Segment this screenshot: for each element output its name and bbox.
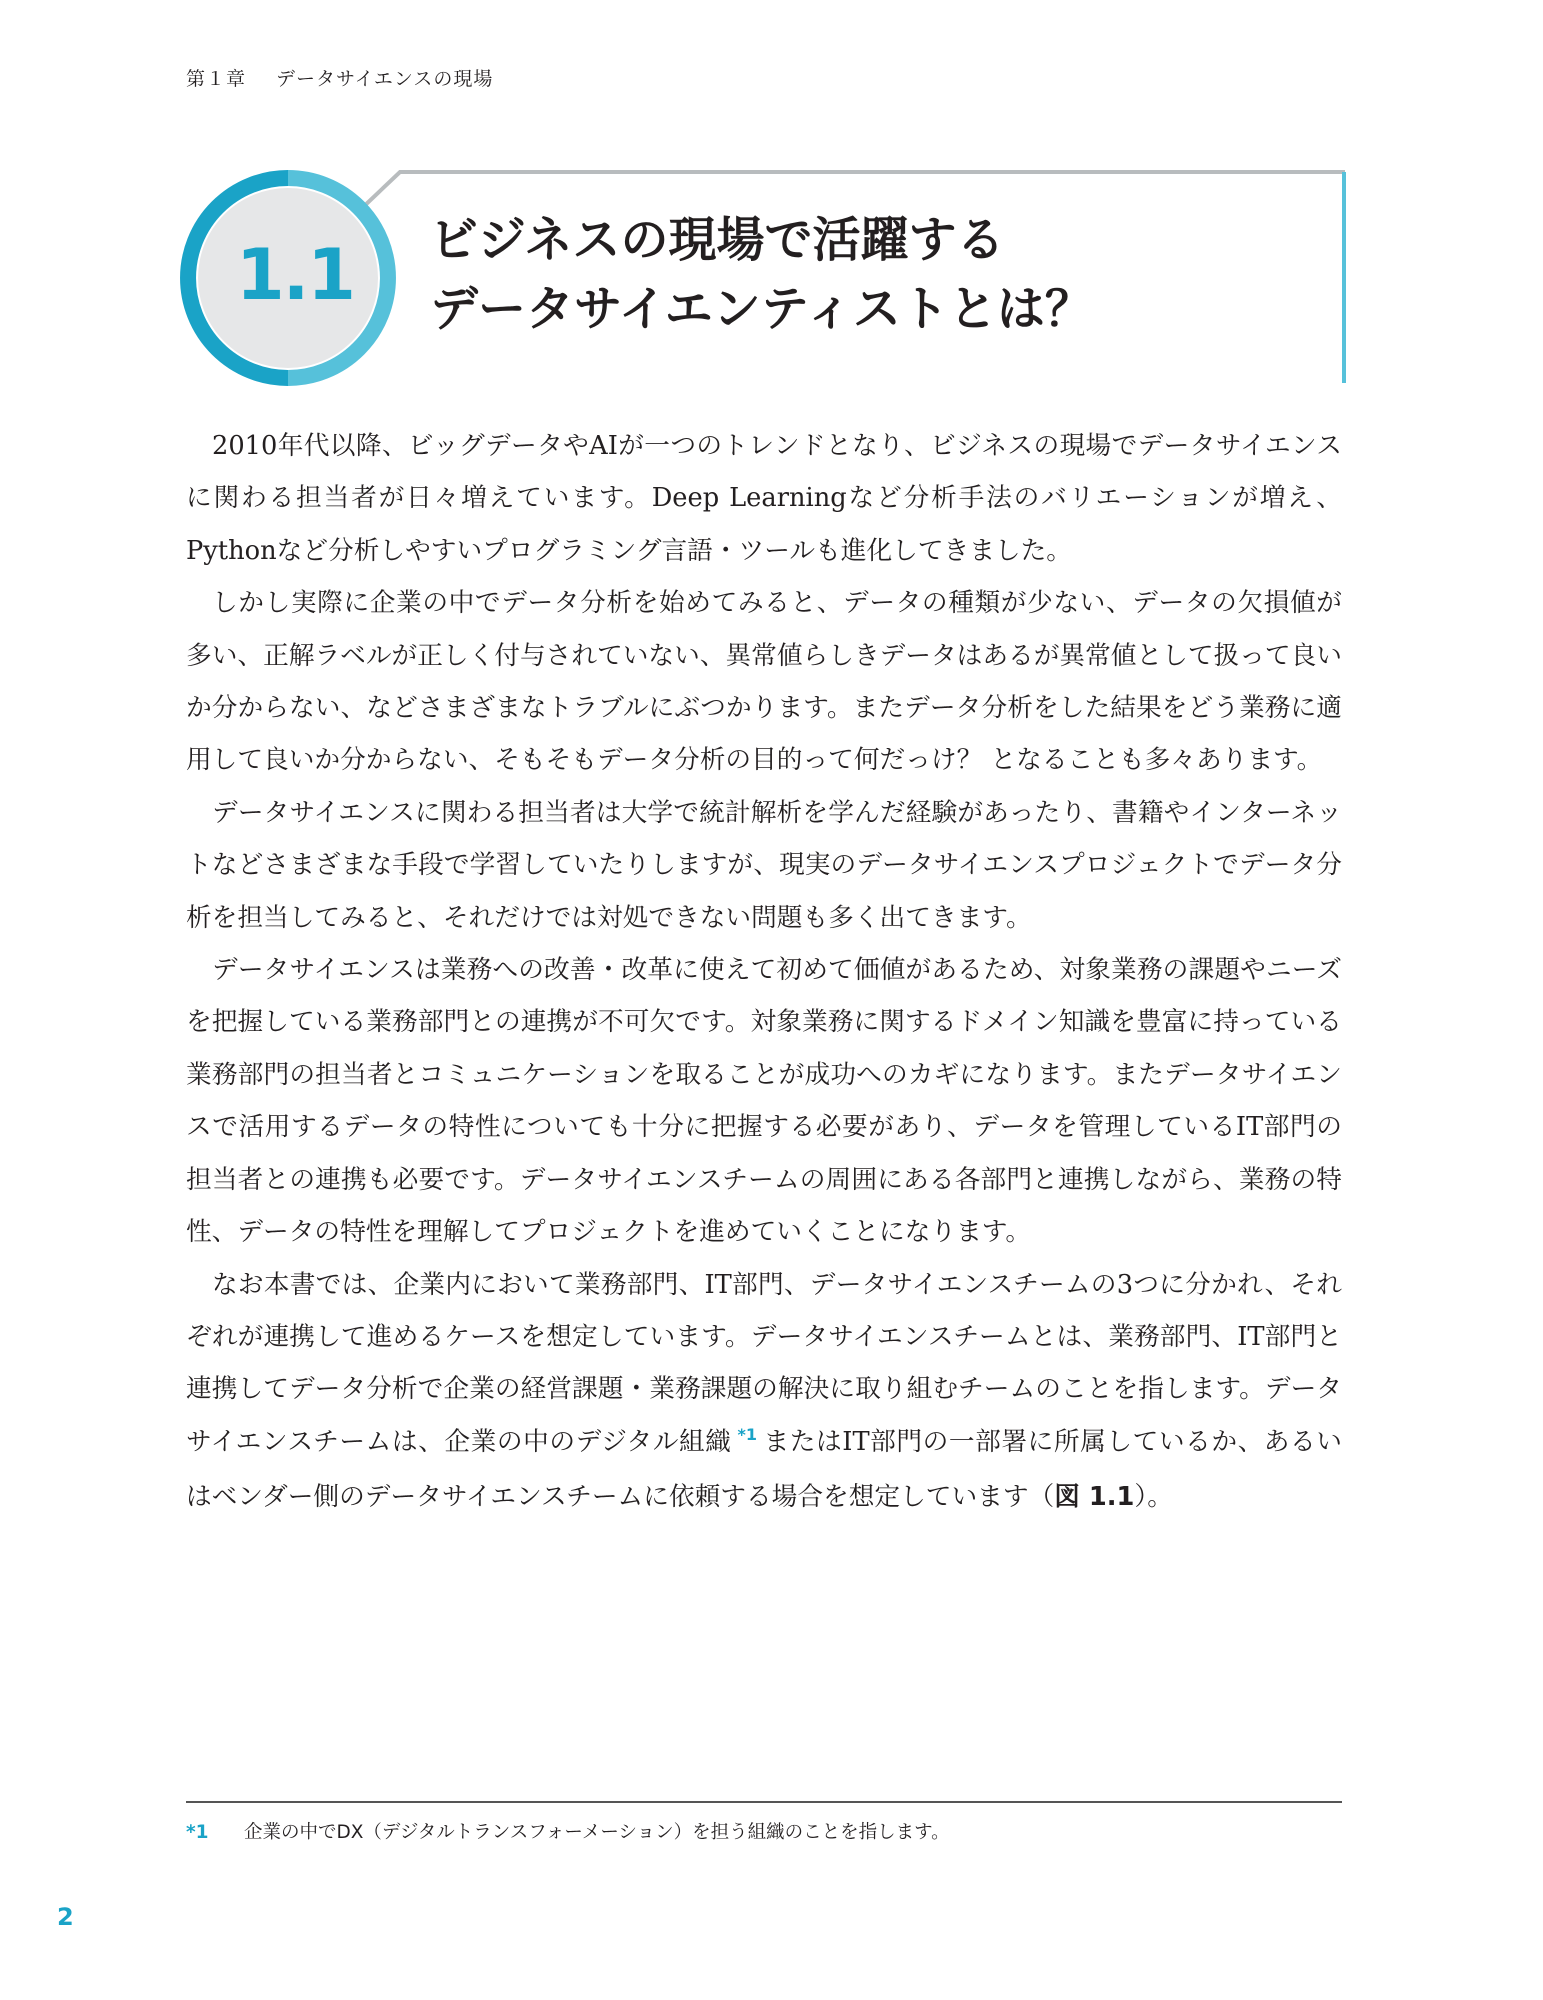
heading-frame-line [360,172,1345,210]
section-title-line-1: ビジネスの現場で活躍する [430,212,1005,268]
chapter-title: データサイエンスの現場 [276,68,494,90]
footnote-divider [186,1801,1342,1803]
footnote [186,1818,1342,1844]
paragraph-5-text-c: ）。 [1134,1482,1173,1513]
running-head [186,64,493,91]
footnote-marker: *1 [186,1822,209,1843]
paragraph-4: データサイエンスは業務への改善・改革に使えて初めて価値があるため、対象業務の課題やニーズを把握している業務部門との連携が不可欠です。対象業務に関するドメイン知識を豊富に持っている業務部門の担当者とコミュニケーションを取ることが成功へのカギになります。またデータサイエンスで活用するデータの特性についても十分に把握する必要があり、データを管理しているIT部門の担当者との連携も必要です。データサイエンスチームの周囲にある各部門と連携しながら、業務の特性、データの特性を理解してプロジェクトを進めていくことになります。 [186,955,1342,1248]
paragraph-1: 2010年代以降、ビッグデータやAIが一つのトレンドとなり、ビジネスの現場でデータサイエンスに関わる担当者が日々増えています。Deep Learningなど分析手法のバリエーションが増え、Pythonなど分析しやすいプログラミング言語・ツールも進化してきました。 [186,431,1342,566]
footnote-ref-marker[interactable]: *1 [737,1424,757,1444]
footnote-text: 企業の中でDX（デジタルトランスフォーメーション）を担う組織のことを指します。 [244,1822,950,1843]
body-text [186,420,1342,1524]
chapter-label: 第１章 [186,68,247,90]
figure-reference[interactable]: 図 1.1 [1054,1482,1135,1513]
paragraph-2: しかし実際に企業の中でデータ分析を始めてみると、データの種類が少ない、データの欠損値が多い、正解ラベルが正しく付与されていない、異常値らしきデータはあるが異常値として扱って良いか分からない、などさまざまなトラブルにぶつかります。またデータ分析をした結果をどう業務に適用して良いか分からない、そもそもデータ分析の目的って何だっけ？ となることも多々あります。 [186,588,1342,776]
page-number: 2 [57,1903,74,1931]
paragraph-5 [186,1259,1342,1524]
paragraph-5-text-b: またはIT部門の一部署に所属しているか、あるいはベンダー側のデータサイエンスチームに依頼する場合を想定しています（ [186,1426,1342,1513]
section-number: 1.1 [235,234,354,316]
paragraph-3: データサイエンスに関わる担当者は大学で統計解析を学んだ経験があったり、書籍やインターネットなどさまざまな手段で学習していたりしますが、現実のデータサイエンスプロジェクトでデータ分析を担当してみると、それだけでは対処できない問題も多く出てきます。 [186,797,1342,933]
section-title [430,206,1310,344]
section-title-line-2: データサイエンティストとは？ [430,281,1093,337]
paragraph-5-text-a: なお本書では、企業内において業務部門、IT部門、データサイエンスチームの3つに分かれ、それぞれが連携して進めるケースを想定しています。データサイエンスチームとは、業務部門、IT部門と連携してデータ分析で企業の経営課題・業務課題の解決に取り組むチームのことを指します。データサイエンスチームは、企業の中のデジタル組織 [186,1269,1342,1457]
